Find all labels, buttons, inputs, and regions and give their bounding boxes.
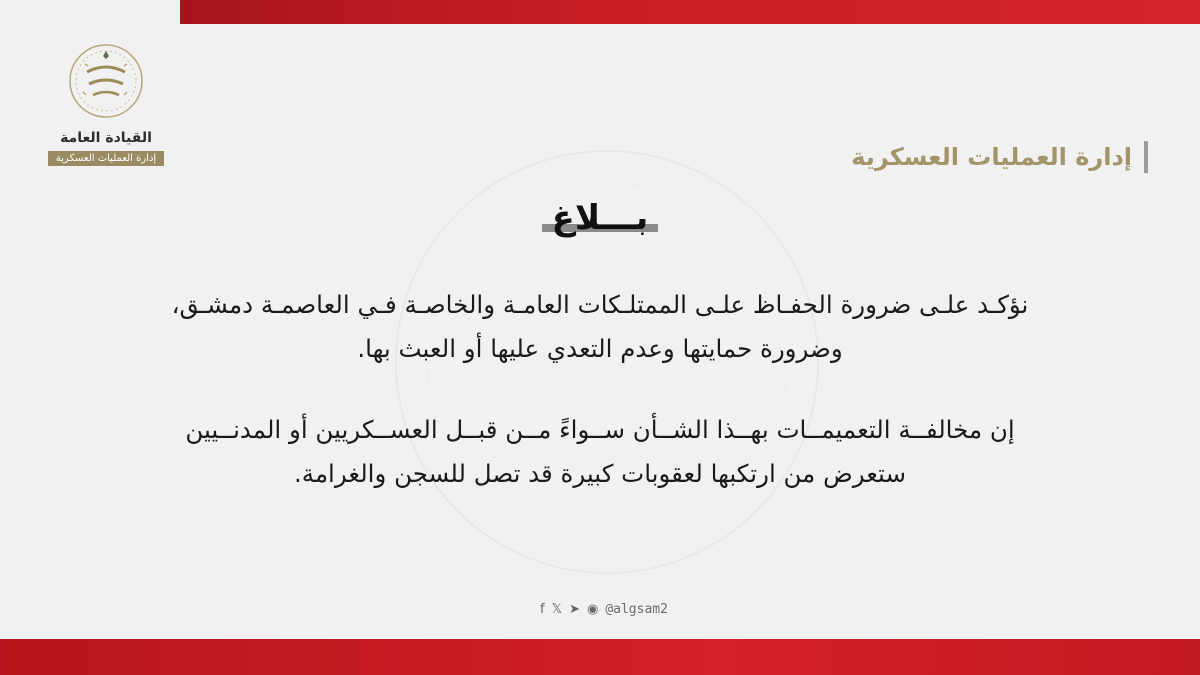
- notice-paragraph-2: [40, 408, 1160, 496]
- logo-block: [40, 42, 172, 166]
- notice-heading: بـــلاغ: [540, 198, 661, 238]
- paragraph-line: نؤكـد علـى ضرورة الحفـاظ علـى الممتلـكات العامـة والخاصـة فـي العاصمـة دمشـق،: [171, 290, 1029, 319]
- facebook-icon[interactable]: f: [540, 602, 545, 617]
- paragraph-line: وضرورة حمايتها وعدم التعدي عليها أو العبث بها.: [357, 334, 843, 363]
- top-red-bar: [180, 0, 1200, 24]
- x-icon[interactable]: 𝕏: [551, 602, 563, 617]
- seal-emblem-icon: [67, 42, 145, 120]
- social-handle[interactable]: @algsam2: [605, 602, 668, 617]
- at-icon: ◉: [586, 602, 599, 617]
- social-handles: [540, 602, 668, 617]
- paragraph-line: إن مخالفــة التعميمــات بهــذا الشــأن ســواءً مــن قبــل العســكريين أو المدنــيين: [185, 415, 1015, 444]
- logo-title: القيادة العامة: [60, 130, 152, 146]
- paragraph-line: ستعرض من ارتكبها لعقوبات كبيرة قد تصل للسجن والغرامة.: [294, 459, 906, 488]
- department-title: إدارة العمليات العسكرية: [851, 143, 1132, 171]
- notice-paragraph-1: [40, 283, 1160, 371]
- bottom-red-bar: [0, 639, 1200, 675]
- heading-wrap: [0, 198, 1200, 238]
- logo-subtitle: إدارة العمليات العسكرية: [48, 151, 164, 166]
- seal-logo: [67, 42, 145, 120]
- telegram-icon[interactable]: ➤: [569, 602, 580, 617]
- department-header: [851, 140, 1148, 174]
- department-accent-bar: [1144, 141, 1148, 173]
